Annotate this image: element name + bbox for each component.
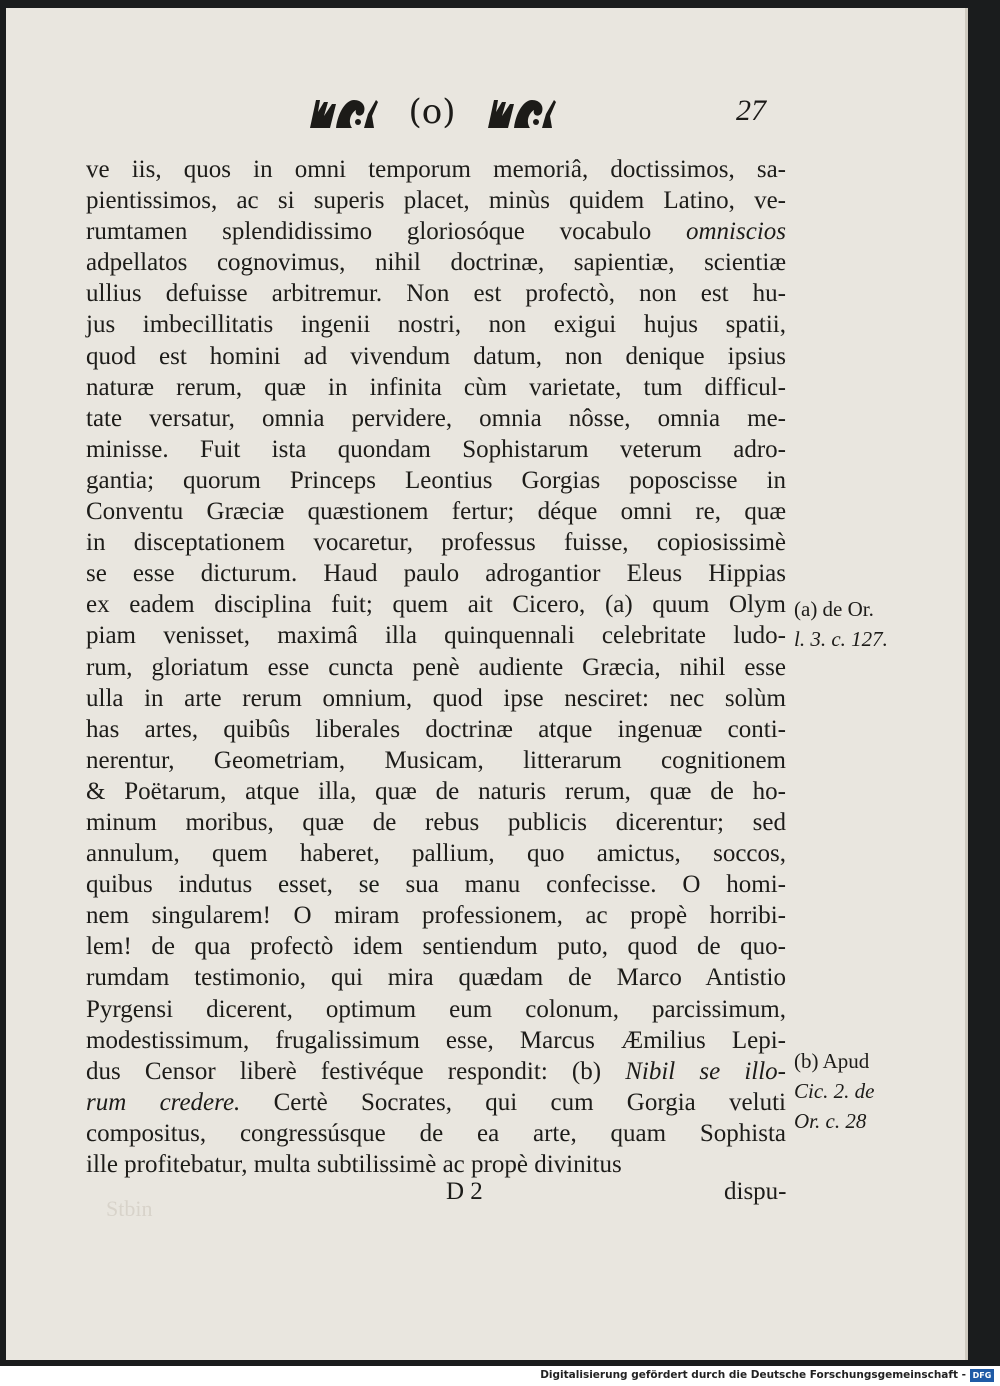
text-line: naturæ rerum, quæ in infinita cùm varietate, tum difficul- — [86, 373, 786, 401]
text-line: in disceptationem vocaretur, professus fuisse, copiosissimè — [86, 529, 786, 557]
body-text — [86, 154, 786, 1180]
margin-note-b-ref: Cic. 2. de — [794, 1079, 875, 1103]
text-segment: Certè Socrates, qui cum Gorgia veluti — [240, 1088, 786, 1116]
text-line: jus imbecillitatis ingenii nostri, non exigui hujus spatii, — [86, 311, 786, 339]
text-line: nerentur, Geometriam, Musicam, litterarum cognitionem — [86, 746, 786, 774]
text-line: tate versatur, omnia pervidere, omnia nôsse, omnia me- — [86, 404, 786, 432]
italic-quote: rum credere. — [86, 1088, 241, 1116]
text-line: se esse dicturum. Haud paulo adrogantior Eleus Hippias — [86, 560, 786, 588]
margin-notes — [794, 594, 964, 1136]
page-number: 27 — [736, 94, 766, 127]
signature-mark: D 2 — [446, 1178, 483, 1205]
text-line: ullius defuisse arbitremur. Non est profectò, non est hu- — [86, 280, 786, 308]
stamp-bleed-through: Stbin — [106, 1196, 153, 1221]
dfg-logo-icon: DFG — [970, 1369, 994, 1382]
margin-note-b: (b) Apud — [794, 1049, 870, 1073]
text-line: rum, gloriatum esse cuncta penè audiente Græcia, nihil esse — [86, 653, 786, 681]
text-line: minum moribus, quæ de rebus publicis dicerentur; sed — [86, 808, 786, 836]
book-page — [6, 8, 968, 1360]
page-header — [6, 92, 968, 140]
text-line: & Poëtarum, atque illa, quæ de naturis rerum, quæ de ho- — [86, 777, 786, 805]
text-line: Pyrgensi dicerent, optimum eum colonum, parcissimum, — [86, 995, 786, 1023]
page-footer — [6, 1178, 968, 1218]
credit-text: Digitalisierung gefördert durch die Deutsche Forschungsgemeinschaft - — [540, 1369, 966, 1381]
text-line: ulla in arte rerum omnium, quod ipse nesciret: nec solùm — [86, 684, 786, 712]
text-line — [86, 1056, 786, 1087]
text-line: quibus indutus esset, se sua manu confecisse. O homi- — [86, 871, 786, 899]
text-line: piam venisset, maximâ illa quinquennali celebritate ludo- — [86, 622, 786, 650]
italic-quote: Nibil se illo- — [625, 1057, 786, 1085]
text-line: annulum, quem haberet, pallium, quo amictus, soccos, — [86, 840, 786, 868]
catchword: dispu- — [724, 1178, 787, 1205]
text-line: ve iis, quos in omni temporum memoriâ, doctissimos, sa- — [86, 156, 786, 183]
text-line: gantia; quorum Princeps Leontius Gorgias poposcisse in — [86, 466, 786, 494]
italic-word: omniscios — [686, 218, 786, 246]
margin-spacer — [794, 654, 964, 1046]
text-line: adpellatos cognovimus, nihil doctrinæ, sapientiæ, scientiæ — [86, 249, 786, 277]
text-line: pientissimos, ac si superis placet, minùs quidem Latino, ve- — [86, 187, 786, 215]
floral-ornament-icon — [484, 92, 558, 132]
floral-ornament-icon — [306, 92, 380, 132]
text-line: rumdam testimonio, qui mira quædam de Marco Antistio — [86, 964, 786, 992]
text-line: nem singularem! O miram professionem, ac propè horribi- — [86, 902, 786, 930]
header-mark: (o) — [408, 92, 456, 132]
text-line: has artes, quibûs liberales doctrinæ atque ingenuæ conti- — [86, 715, 786, 743]
text-line: ille profitebatur, multa subtilissimè ac propè divinitus — [86, 1151, 622, 1178]
text-segment: dus Censor liberè festivéque respondit: (b) — [86, 1057, 626, 1085]
margin-note-b-ref: Or. c. 28 — [794, 1109, 867, 1133]
text-line: compositus, congressúsque de ea arte, quam Sophista — [86, 1119, 786, 1147]
margin-note-a: (a) de Or. — [794, 597, 874, 621]
margin-note-a-ref: l. 3. c. 127. — [794, 627, 888, 651]
text-line: ex eadem disciplina fuit; quem ait Cicero, (a) quum Olym — [86, 591, 786, 619]
text-line — [86, 1087, 786, 1118]
text-line: modestissimum, frugalissimum esse, Marcus Æmilius Lepi- — [86, 1026, 786, 1054]
credit-bar — [0, 1366, 1000, 1386]
text-line — [86, 216, 786, 247]
text-line: Conventu Græciæ quæstionem fertur; déque omni re, quæ — [86, 498, 786, 526]
text-line: lem! de qua profectò idem sentiendum puto, quod de quo- — [86, 933, 786, 961]
text-segment: rumtamen splendidissimo gloriosóque vocabulo — [86, 218, 686, 246]
text-line: quod est homini ad vivendum datum, non denique ipsius — [86, 342, 786, 370]
text-line: minisse. Fuit ista quondam Sophistarum veterum adro- — [86, 435, 786, 463]
